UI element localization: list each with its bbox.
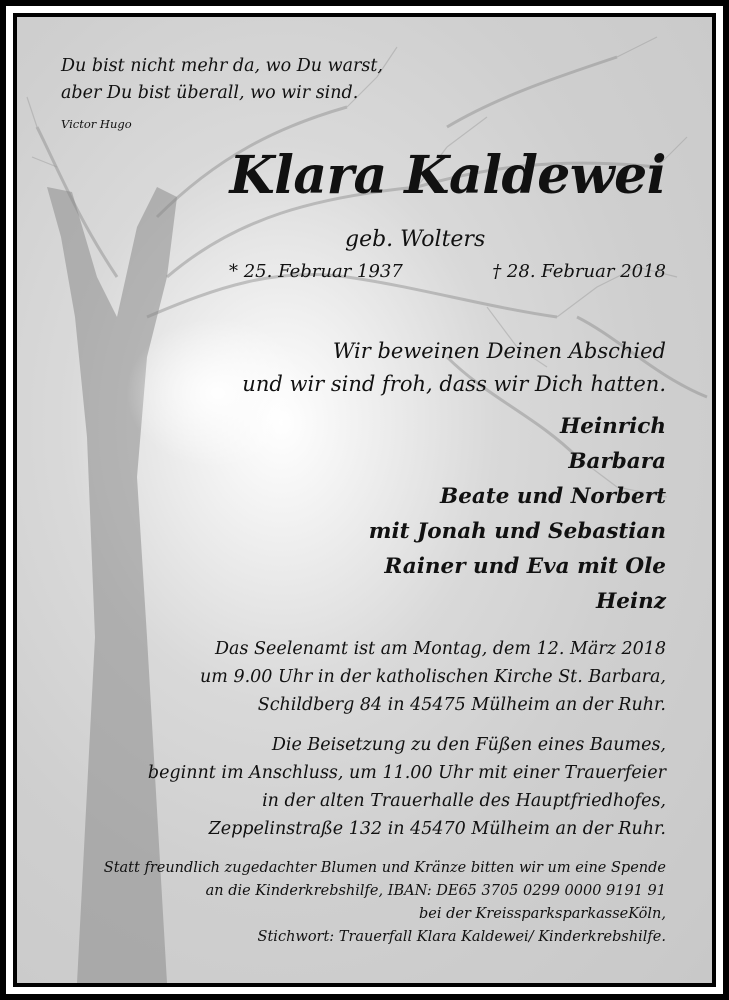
donation-request (104, 857, 666, 949)
requiem-info (200, 635, 666, 719)
donation-line: Stichwort: Trauerfall Klara Kaldewei/ Kinderkrebshilfe. (257, 929, 666, 945)
death-date: † 28. Februar 2018 (492, 261, 666, 282)
donation-line: Statt freundlich zugedachter Blumen und Kränze bitten wir um eine Spende (103, 860, 666, 876)
mourner-name: Barbara (568, 449, 666, 474)
verse-line: und wir sind froh, dass wir Dich hatten. (242, 372, 666, 396)
verse-line: Wir beweinen Deinen Abschied (332, 339, 666, 363)
mourners-list (369, 409, 666, 619)
burial-line: Zeppelinstraße 132 in 45470 Mülheim an der Ruhr. (208, 819, 666, 839)
deceased-name: Klara Kaldewei (229, 145, 666, 206)
service-line: Schildberg 84 in 45475 Mülheim an der Ruhr. (257, 695, 666, 715)
mourner-name: Heinrich (559, 414, 666, 439)
service-line: um 9.00 Uhr in der katholischen Kirche St. Barbara, (200, 667, 666, 687)
burial-line: beginnt im Anschluss, um 11.00 Uhr mit einer Trauerfeier (147, 763, 666, 783)
mourner-name: Heinz (595, 589, 666, 614)
burial-info (148, 731, 666, 843)
quote-line: Du bist nicht mehr da, wo Du warst, (61, 56, 383, 76)
burial-line: Die Beisetzung zu den Füßen eines Baumes, (271, 735, 666, 755)
birth-date: * 25. Februar 1937 (229, 261, 403, 282)
farewell-verse (242, 335, 666, 401)
mourner-name: mit Jonah und Sebastian (368, 519, 666, 544)
quote-author: Victor Hugo (61, 117, 132, 131)
notice-panel (13, 13, 716, 987)
service-line: Das Seelenamt ist am Montag, dem 12. März 2018 (215, 639, 666, 659)
burial-line: in der alten Trauerhalle des Hauptfriedhofes, (262, 791, 666, 811)
donation-line: an die Kinderkrebshilfe, IBAN: DE65 3705 0299 0000 9191 91 (205, 883, 666, 899)
maiden-name: geb. Wolters (345, 227, 486, 252)
quote-line: aber Du bist überall, wo wir sind. (61, 83, 359, 103)
mourner-name: Beate und Norbert (440, 484, 666, 509)
mourner-name: Rainer und Eva mit Ole (384, 554, 666, 579)
donation-line: bei der KreissparksparkasseKöln, (419, 906, 666, 922)
epigraph-quote (61, 53, 383, 107)
